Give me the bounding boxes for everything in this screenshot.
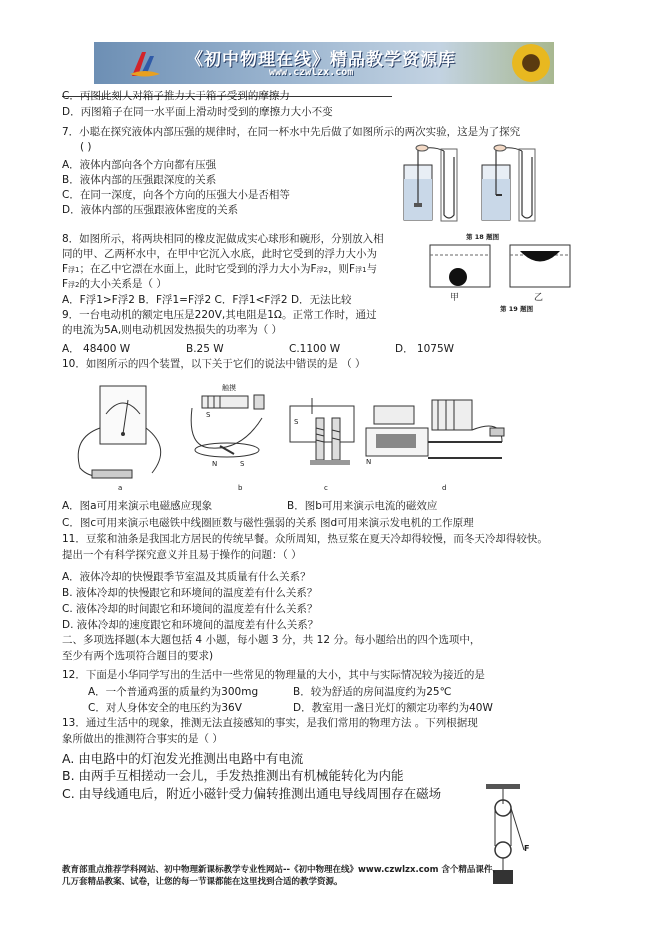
- question-8-line-2: 同的甲、乙两杯水中，在甲中它沉入水底，此时它受到的浮力大小为: [62, 248, 377, 260]
- touch-label: 触摸: [222, 384, 236, 392]
- question-7-option-b: B．液体内部的压强跟深度的关系: [62, 174, 217, 186]
- question-9-option-d: D． 1075W: [395, 343, 455, 355]
- sunflower-icon: [512, 44, 550, 82]
- section-2-heading: 二、多项选择题(本大题包括 4 小题，每小题 3 分，共 12 分。每小题给出的四个选项中，: [62, 634, 481, 646]
- question-12-option-d: D．教室用一盏日光灯的额定功率约为40W: [293, 702, 493, 714]
- footer-line-2: 几万套精品教案、试卷，让您的每一节课都能在这里找到合适的教学资源。: [62, 877, 343, 887]
- question-8-options: A．F浮1>F浮2 B．F浮1=F浮2 C．F浮1<F浮2 D．无法比较: [62, 294, 352, 306]
- footer: [62, 864, 501, 888]
- question-11-option-d: D. 液体冷却的速度跟它和环境间的温度差有什么关系？: [62, 619, 319, 631]
- figure-q10-devices: [62, 378, 532, 496]
- site-logo-icon: [128, 48, 162, 80]
- option-d-line: D．丙图箱子在同一水平面上滑动时受到的摩擦力大小不变: [62, 106, 333, 118]
- question-11-line-1: 11．豆浆和油条是我国北方居民的传统早餐。众所周知，热豆浆在夏天冷却得较慢，而冬天冷却得较快。: [62, 533, 548, 545]
- device-b-s-label: S: [206, 411, 211, 419]
- question-12: 12．下面是小华同学写出的生活中一些常见的物理量的大小，其中与实际情况较为接近的是: [62, 669, 485, 681]
- question-11-option-b: B. 液体冷却的快慢跟它和环境间的温度差有什么关系？: [62, 587, 318, 599]
- question-12-option-c: C．对人身体安全的电压约为36V: [88, 702, 242, 714]
- footer-line-1: 教育部重点推荐学科网站、初中物理新课标教学专业性网站--《初中物理在线》www.czwlzx.com 含个精品课件、: [62, 865, 501, 875]
- question-13-option-b: B. 由两手互相搓动一会儿，手发热推测出有机械能转化为内能: [62, 768, 404, 783]
- device-b-s2-label: S: [240, 460, 245, 468]
- question-11-option-a: A．液体冷却的快慢跟季节室温及其质量有什么关系？: [62, 571, 311, 583]
- device-b-label: b: [238, 484, 243, 492]
- header-banner: [94, 42, 554, 84]
- question-7-option-a: A．液体内部向各个方向都有压强: [62, 159, 217, 171]
- figure-q7-pressure-experiment: [402, 145, 547, 225]
- device-a-label: a: [118, 484, 123, 492]
- beaker-yi-label: 乙: [534, 293, 544, 303]
- question-13-line-1: 13．通过生活中的现象，推测无法直接感知的事实，是我们常用的物理方法 。下列根据现: [62, 717, 478, 729]
- question-9-line-2: 的电流为5A,则电动机因发热损失的功率为（ ）: [62, 324, 283, 336]
- question-12-option-a: A．一个普通鸡蛋的质量约为300mg: [88, 686, 259, 698]
- device-c-s-label: S: [294, 418, 299, 426]
- question-13-option-a: A. 由电路中的灯泡发光推测出电路中有电流: [62, 751, 304, 766]
- question-9-line-1: 9．一台电动机的额定电压是220V,其电阻是1Ω。正常工作时，通过: [62, 309, 377, 321]
- question-10: 10．如图所示的四个装置，以下关于它们的说法中错误的是 （ ）: [62, 358, 366, 370]
- question-13-option-c: C. 由导线通电后，附近小磁针受力偏转推测出通电导线周围存在磁场: [62, 786, 442, 801]
- question-10-option-b: B．图b可用来演示电流的磁效应: [287, 500, 438, 512]
- question-9-option-c: C.1100 W: [289, 343, 341, 355]
- question-11-line-2: 提出一个有科学探究意义并且易于操作的问题：（ ）: [62, 549, 302, 561]
- figure-q8-beakers: [428, 230, 578, 315]
- question-8-line-4: F浮2的大小关系是（ ）: [62, 278, 167, 290]
- figure-18-caption: 第 18 题图: [466, 233, 500, 241]
- figure-19-caption: 第 19 题图: [500, 305, 534, 313]
- question-13-line-2: 象所做出的推测符合事实的是（ ）: [62, 733, 223, 745]
- device-d-n-label: N: [366, 458, 372, 466]
- device-c-label: c: [324, 484, 328, 492]
- question-11-option-c: C. 液体冷却的时间跟它和环境间的温度差有什么关系？: [62, 603, 318, 615]
- question-7-option-d: D．液体内部的压强跟液体密度的关系: [62, 204, 239, 216]
- question-9-option-b: B.25 W: [186, 343, 224, 355]
- question-7: 7．小聪在探究液体内部压强的规律时，在同一杯水中先后做了如图所示的两次实验，这是为了探究: [62, 126, 521, 138]
- question-10-option-a: A．图a可用来演示电磁感应现象: [62, 500, 213, 512]
- question-8-line-1: 8．如图所示，将两块相同的橡皮泥做成实心球形和碗形，分别放入相: [62, 233, 384, 245]
- question-8-line-3: F浮1；在乙中它漂在水面上，此时它受到的浮力大小为F浮2，则F浮1与: [62, 263, 378, 275]
- force-f-label: F: [524, 844, 530, 853]
- device-d-label: d: [442, 484, 447, 492]
- question-12-option-b: B．较为舒适的房间温度约为25℃: [293, 686, 452, 698]
- question-7-answer-blank: ( ): [80, 141, 92, 153]
- beaker-jia-label: 甲: [450, 293, 460, 303]
- question-9-option-a: A． 48400 W: [62, 343, 131, 355]
- header-title: 《初中物理在线》精品教学资源库: [186, 50, 456, 70]
- header-url[interactable]: www.czwlzx.com: [269, 67, 354, 78]
- section-2-heading-cont: 至少有两个选项符合题目的要求): [62, 650, 214, 662]
- question-7-option-c: C．在同一深度，向各个方向的压强大小是否相等: [62, 189, 290, 201]
- device-b-n-label: N: [212, 460, 218, 468]
- question-10-option-cd: C．图c可用来演示电磁铁中线圈匝数与磁性强弱的关系 图d可用来演示发电机的工作原理: [62, 517, 474, 529]
- option-c-line: C．丙图此刻人对箱子推力大于箱子受到的摩擦力: [62, 90, 290, 102]
